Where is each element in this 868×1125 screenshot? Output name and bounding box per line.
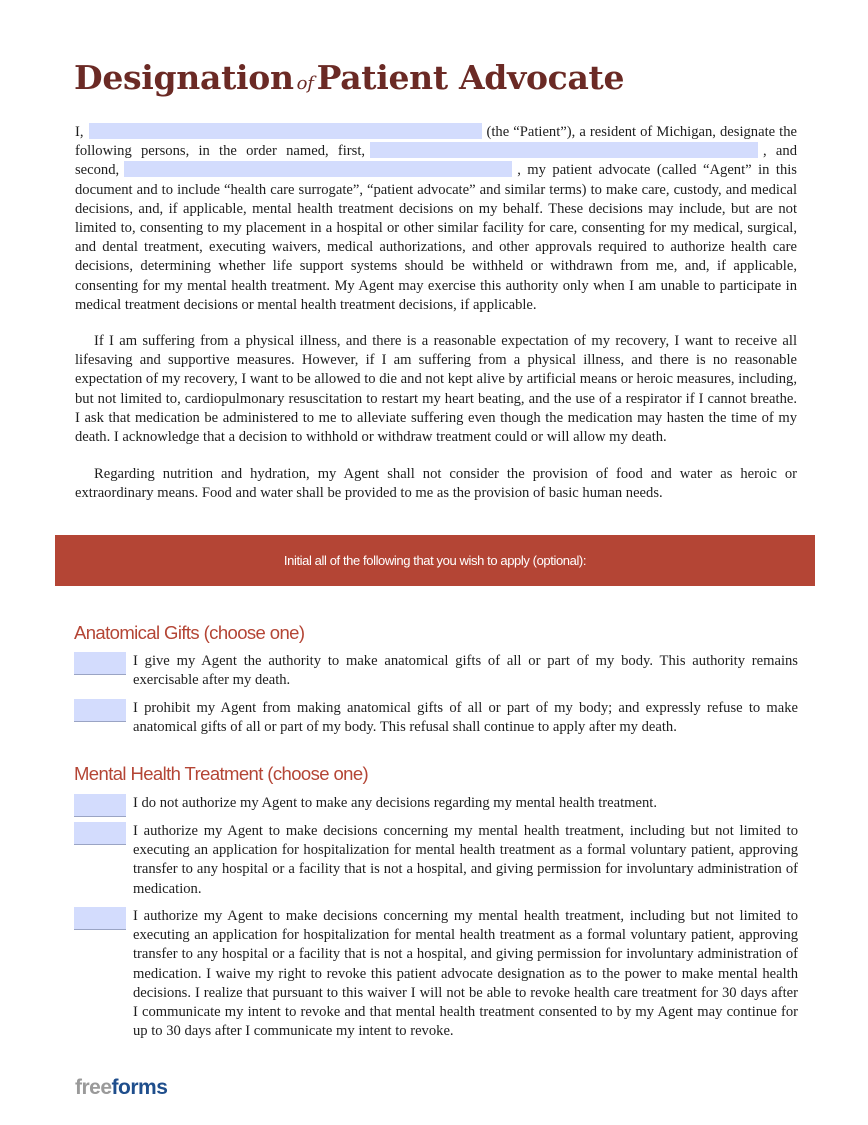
option-text: I give my Agent the authority to make anatomical gifts of all or part of my body. This authority remains exercisable after my death. — [133, 653, 798, 689]
freeforms-logo — [75, 1076, 167, 1100]
illness-paragraph: If I am suffering from a physical illness, and there is a reasonable expectation of my recovery, I want to receive all lifesaving and supportive measures. However, if I am suffering from a physical illness, and there is no reasonable expectation of my recovery, I want to be allowed to die and not kept alive by artificial means or heroic measures, including, but not limited to, cardiopulmonary resuscitation to restart my heart beating, and the use of a respirator if I cannot breathe. I ask that medication be administered to me to alleviate suffering even though the medication may hasten the time of my death. I acknowledge that a decision to withhold or withdraw treatment could or will allow my death. — [75, 333, 798, 446]
page-title — [74, 58, 624, 97]
initial-field[interactable] — [74, 907, 126, 930]
title-rest: Patient Advocate — [316, 58, 625, 97]
second-advocate-field[interactable] — [124, 161, 512, 177]
title-of: of — [296, 73, 314, 94]
option-text: I authorize my Agent to make decisions concerning my mental health treatment, including but not limited to executing an application for hospitalization for mental health treatment as a formal voluntary patient, approving transfer to any hospital or a facility that is not a hospital, and giving permission for involuntary administration of medication. I waive my right to revoke this patient advocate designation as to the power to make mental health decisions. I realize that pursuant to this waiver I will not be able to revoke health care treatment for 30 days after I communicate my intent to revoke and that mental health treatment consented to by my Agent may continue for up to 30 days after I communicate my intent to revoke. — [133, 908, 798, 1040]
logo-free: free — [75, 1076, 112, 1099]
option-text: I do not authorize my Agent to make any decisions regarding my mental health treatment. — [133, 795, 658, 811]
logo-forms: forms — [111, 1076, 168, 1099]
option-text: I authorize my Agent to make decisions concerning my mental health treatment, including but not limited to executing an application for hospitalization for mental health treatment as a formal voluntary patient, approving transfer to any hospital or a facility that is not a hospital, and giving permission for involuntary administration of medication. — [133, 823, 798, 897]
intro-paragraph — [75, 123, 797, 315]
patient-name-field[interactable] — [89, 123, 482, 139]
initial-field[interactable] — [74, 699, 126, 722]
instructions-banner — [55, 535, 815, 586]
intro-text-4: , my patient advocate (called “Agent” in this document and to include “health care surrogate”, “patient advocate” and similar terms) to make care, custody, and medical decisions, and, if applicable, mental health treatment decisions on my behalf. These decisions may include, but are not limited to, consenting to my placement in a hospital or other similar facility for care, consenting for my medical, surgical, and dental treatment, executing waivers, medical authorizations, and other approvals required to authorize health care decisions, determining whether life support systems should be withheld or withdrawn from me, and, if applicable, consenting for my mental health treatment. My Agent may exercise this authority only when I am unable to participate in medical treatment decisions or mental health treatment decisions, if applicable. — [75, 162, 797, 313]
intro-text-1: I, — [75, 124, 84, 140]
first-advocate-field[interactable] — [370, 142, 758, 158]
initial-field[interactable] — [74, 822, 126, 845]
intro-text-2: (the “Patient”), a resident of Michigan, designate the following persons, in the order named, first, — [75, 124, 797, 160]
mental-health-heading: Mental Health Treatment (choose one) — [74, 763, 369, 784]
nutrition-paragraph: Regarding nutrition and hydration, my Agent shall not consider the provision of food and water as heroic or extraordinary means. Food and water shall be provided to me as the provision of basic human needs. — [75, 466, 797, 502]
initial-field[interactable] — [74, 652, 126, 675]
anatomical-gifts-heading: Anatomical Gifts (choose one) — [74, 622, 305, 643]
option-text: I prohibit my Agent from making anatomical gifts of all or part of my body; and expressly refuse to make anatomical gifts of all or part of my body. This refusal shall continue to apply after my death. — [133, 700, 798, 736]
title-main: Designation — [74, 58, 294, 97]
intro-text-3: , and second, — [75, 143, 797, 179]
banner-text: Initial all of the following that you wish to apply (optional): — [283, 553, 587, 568]
initial-field[interactable] — [74, 794, 126, 817]
